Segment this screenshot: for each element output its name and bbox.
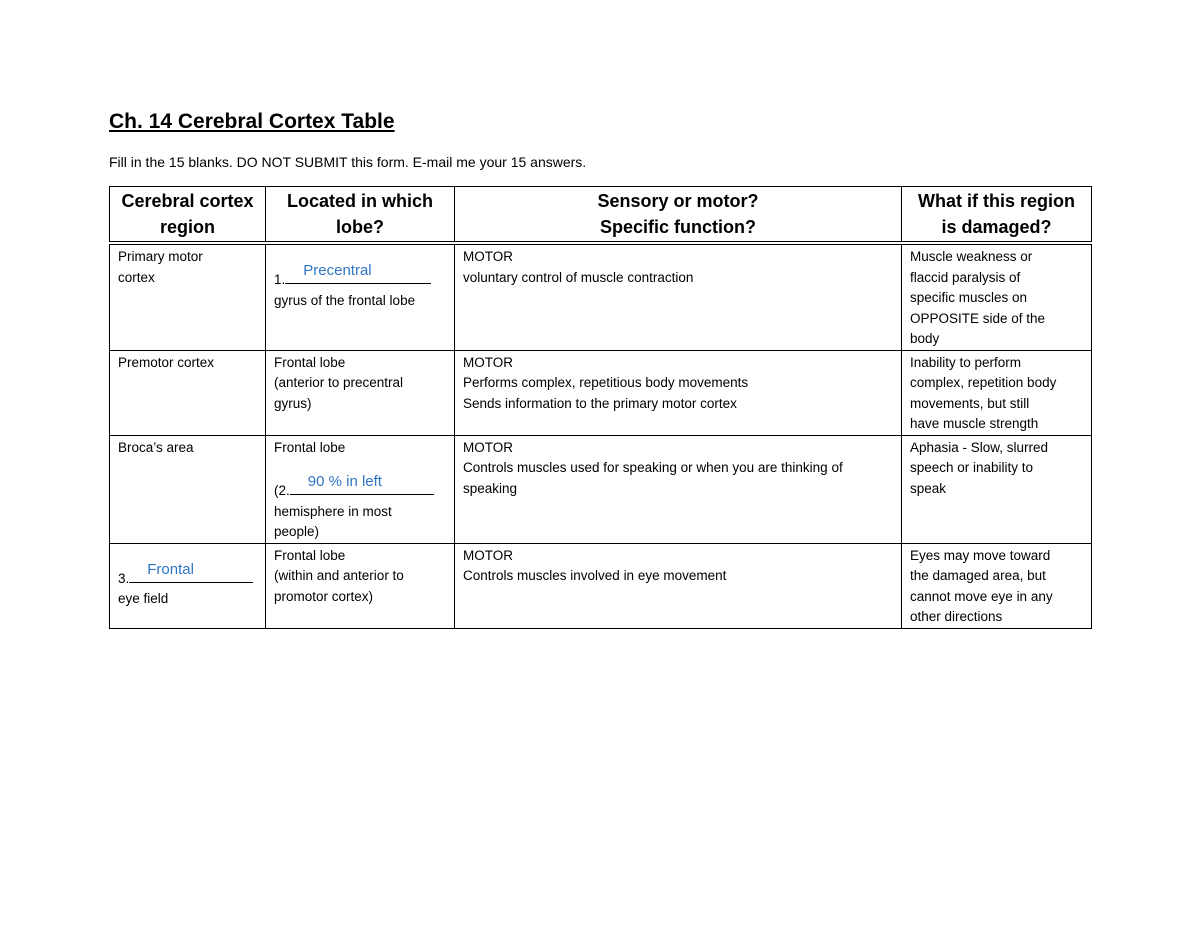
function-cell: MOTOR Controls muscles involved in eye movement xyxy=(455,543,902,628)
region-cell: Primary motor cortex xyxy=(110,243,266,350)
lobe-cell: 1. Precentral gyrus of the frontal lobe xyxy=(266,243,455,350)
table-row xyxy=(110,243,1092,350)
region-cell: Premotor cortex xyxy=(110,350,266,435)
header-lobe: Located in which lobe? xyxy=(266,187,455,244)
instructions-text: Fill in the 15 blanks. DO NOT SUBMIT this form. E-mail me your 15 answers. xyxy=(109,154,587,170)
region-cell: Broca’s area xyxy=(110,435,266,543)
damage-cell: Muscle weakness or flaccid paralysis of specific muscles on OPPOSITE side of the body xyxy=(902,243,1092,350)
function-cell: MOTOR Controls muscles used for speaking or when you are thinking of speaking xyxy=(455,435,902,543)
lobe-cell: Frontal lobe (within and anterior to promotor cortex) xyxy=(266,543,455,628)
header-damage: What if this region is damaged? xyxy=(902,187,1092,244)
lobe-cell: Frontal lobe (2. 90 % in left hemisphere in most people) xyxy=(266,435,455,543)
answer-blank-1[interactable] xyxy=(285,262,431,284)
damage-cell: Aphasia - Slow, slurred speech or inability to speak xyxy=(902,435,1092,543)
answer-text-2: 90 % in left xyxy=(307,473,382,490)
cerebral-cortex-table xyxy=(109,186,1092,629)
header-region: Cerebral cortex region xyxy=(110,187,266,244)
function-cell: MOTOR Performs complex, repetitious body movements Sends information to the primary motor cortex xyxy=(455,350,902,435)
function-cell: MOTOR voluntary control of muscle contraction xyxy=(455,243,902,350)
table-header-row xyxy=(110,187,1092,244)
answer-text-1: Precentral xyxy=(303,262,372,279)
damage-cell: Inability to perform complex, repetition body movements, but still have muscle strength xyxy=(902,350,1092,435)
answer-blank-3[interactable] xyxy=(129,560,253,583)
table-row xyxy=(110,350,1092,435)
damage-cell: Eyes may move toward the damaged area, but cannot move eye in any other directions xyxy=(902,543,1092,628)
region-cell: 3. Frontal eye field xyxy=(110,543,266,628)
page-title: Ch. 14 Cerebral Cortex Table xyxy=(109,110,395,133)
answer-blank-2[interactable] xyxy=(290,473,434,495)
answer-text-3: Frontal xyxy=(147,560,194,578)
lobe-cell: Frontal lobe (anterior to precentral gyrus) xyxy=(266,350,455,435)
table-row xyxy=(110,435,1092,543)
table-row xyxy=(110,543,1092,628)
header-function: Sensory or motor? Specific function? xyxy=(455,187,902,244)
